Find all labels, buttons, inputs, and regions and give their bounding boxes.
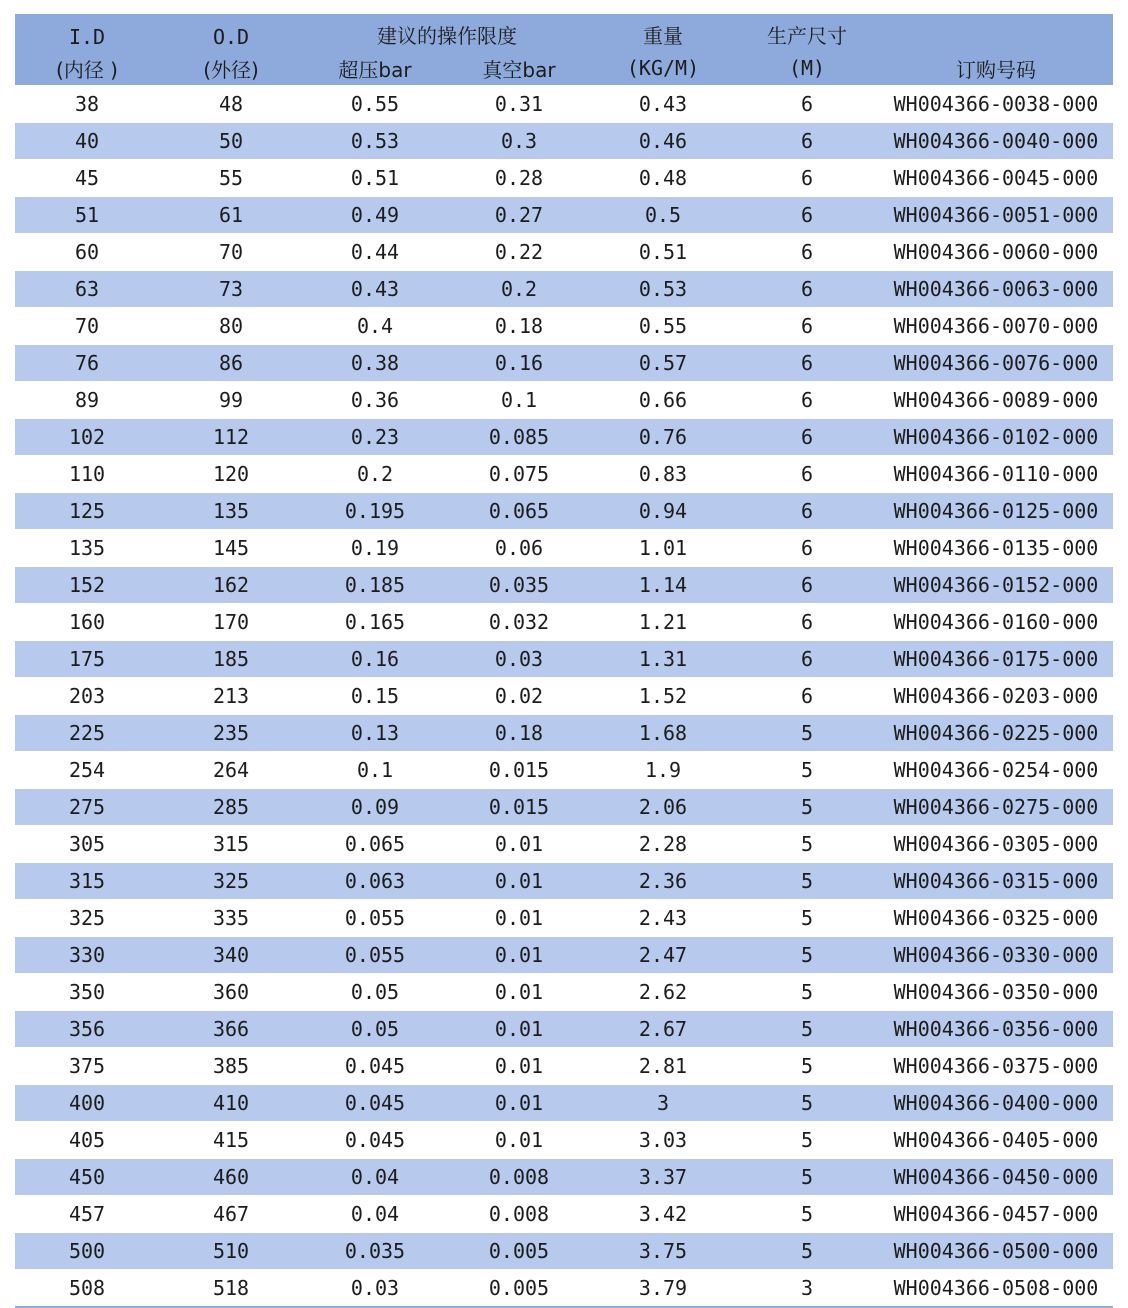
cell-pressure: 0.19 — [303, 530, 447, 567]
cell-vacuum: 0.008 — [447, 1196, 591, 1233]
header-length-unit: (M) — [735, 51, 879, 86]
cell-id: 89 — [15, 382, 159, 419]
cell-length: 6 — [735, 567, 879, 604]
cell-pressure: 0.195 — [303, 493, 447, 530]
header-length: 生产尺寸 — [735, 14, 879, 51]
cell-weight: 3.03 — [591, 1122, 735, 1159]
cell-od: 145 — [159, 530, 303, 567]
cell-od: 385 — [159, 1048, 303, 1085]
cell-order-number: WH004366-0089-000 — [879, 382, 1113, 419]
cell-vacuum: 0.16 — [447, 345, 591, 382]
cell-vacuum: 0.035 — [447, 567, 591, 604]
cell-vacuum: 0.008 — [447, 1159, 591, 1196]
table-row — [15, 789, 1113, 826]
cell-weight: 0.66 — [591, 382, 735, 419]
cell-od: 460 — [159, 1159, 303, 1196]
cell-vacuum: 0.065 — [447, 493, 591, 530]
table-row — [15, 641, 1113, 678]
cell-od: 213 — [159, 678, 303, 715]
cell-pressure: 0.165 — [303, 604, 447, 641]
cell-id: 51 — [15, 197, 159, 234]
cell-length: 5 — [735, 900, 879, 937]
cell-order-number: WH004366-0500-000 — [879, 1233, 1113, 1270]
table-row — [15, 1122, 1113, 1159]
header-od-sub: (外径) — [159, 51, 303, 86]
cell-weight: 0.83 — [591, 456, 735, 493]
header-weight-unit: (KG/M) — [591, 51, 735, 86]
cell-length: 3 — [735, 1270, 879, 1308]
cell-id: 400 — [15, 1085, 159, 1122]
cell-weight: 3.37 — [591, 1159, 735, 1196]
cell-id: 40 — [15, 123, 159, 160]
cell-length: 5 — [735, 752, 879, 789]
cell-pressure: 0.36 — [303, 382, 447, 419]
cell-order-number: WH004366-0076-000 — [879, 345, 1113, 382]
table-row — [15, 567, 1113, 604]
cell-od: 185 — [159, 641, 303, 678]
header-id: I.D — [15, 14, 159, 51]
header-vacuum: 真空bar — [447, 51, 591, 86]
table-row — [15, 937, 1113, 974]
cell-weight: 1.31 — [591, 641, 735, 678]
cell-pressure: 0.23 — [303, 419, 447, 456]
table-body — [15, 86, 1113, 1308]
cell-vacuum: 0.085 — [447, 419, 591, 456]
cell-order-number: WH004366-0356-000 — [879, 1011, 1113, 1048]
cell-vacuum: 0.27 — [447, 197, 591, 234]
cell-vacuum: 0.03 — [447, 641, 591, 678]
cell-id: 135 — [15, 530, 159, 567]
cell-length: 5 — [735, 715, 879, 752]
cell-length: 6 — [735, 308, 879, 345]
cell-weight: 1.01 — [591, 530, 735, 567]
cell-order-number: WH004366-0175-000 — [879, 641, 1113, 678]
cell-length: 5 — [735, 974, 879, 1011]
cell-od: 48 — [159, 86, 303, 123]
cell-weight: 3 — [591, 1085, 735, 1122]
cell-order-number: WH004366-0315-000 — [879, 863, 1113, 900]
cell-order-number: WH004366-0060-000 — [879, 234, 1113, 271]
cell-length: 6 — [735, 530, 879, 567]
cell-od: 518 — [159, 1270, 303, 1308]
table-row — [15, 1085, 1113, 1122]
cell-vacuum: 0.3 — [447, 123, 591, 160]
table-row — [15, 197, 1113, 234]
cell-vacuum: 0.22 — [447, 234, 591, 271]
cell-od: 55 — [159, 160, 303, 197]
cell-vacuum: 0.31 — [447, 86, 591, 123]
cell-pressure: 0.13 — [303, 715, 447, 752]
cell-pressure: 0.38 — [303, 345, 447, 382]
cell-weight: 0.53 — [591, 271, 735, 308]
cell-order-number: WH004366-0305-000 — [879, 826, 1113, 863]
cell-order-number: WH004366-0375-000 — [879, 1048, 1113, 1085]
cell-od: 340 — [159, 937, 303, 974]
cell-id: 305 — [15, 826, 159, 863]
cell-vacuum: 0.01 — [447, 1048, 591, 1085]
cell-order-number: WH004366-0152-000 — [879, 567, 1113, 604]
table-row — [15, 530, 1113, 567]
table-row — [15, 1048, 1113, 1085]
cell-vacuum: 0.28 — [447, 160, 591, 197]
cell-vacuum: 0.015 — [447, 789, 591, 826]
table-row — [15, 974, 1113, 1011]
cell-pressure: 0.55 — [303, 86, 447, 123]
cell-weight: 1.52 — [591, 678, 735, 715]
header-order-number: 订购号码 — [879, 14, 1113, 86]
cell-order-number: WH004366-0203-000 — [879, 678, 1113, 715]
cell-pressure: 0.03 — [303, 1270, 447, 1308]
cell-length: 5 — [735, 1085, 879, 1122]
cell-od: 61 — [159, 197, 303, 234]
cell-pressure: 0.045 — [303, 1048, 447, 1085]
cell-order-number: WH004366-0102-000 — [879, 419, 1113, 456]
cell-od: 99 — [159, 382, 303, 419]
cell-od: 264 — [159, 752, 303, 789]
cell-pressure: 0.49 — [303, 197, 447, 234]
cell-vacuum: 0.015 — [447, 752, 591, 789]
cell-length: 5 — [735, 1233, 879, 1270]
table-row — [15, 900, 1113, 937]
cell-order-number: WH004366-0135-000 — [879, 530, 1113, 567]
cell-length: 6 — [735, 123, 879, 160]
cell-length: 5 — [735, 863, 879, 900]
cell-id: 175 — [15, 641, 159, 678]
cell-weight: 2.43 — [591, 900, 735, 937]
cell-length: 6 — [735, 493, 879, 530]
cell-order-number: WH004366-0125-000 — [879, 493, 1113, 530]
cell-od: 86 — [159, 345, 303, 382]
table-row — [15, 160, 1113, 197]
table-row — [15, 752, 1113, 789]
cell-pressure: 0.43 — [303, 271, 447, 308]
cell-od: 135 — [159, 493, 303, 530]
spec-table-container — [15, 14, 1113, 1308]
cell-length: 6 — [735, 382, 879, 419]
table-row — [15, 1270, 1113, 1308]
cell-id: 70 — [15, 308, 159, 345]
cell-od: 335 — [159, 900, 303, 937]
cell-pressure: 0.44 — [303, 234, 447, 271]
cell-pressure: 0.055 — [303, 937, 447, 974]
cell-vacuum: 0.2 — [447, 271, 591, 308]
cell-length: 6 — [735, 234, 879, 271]
cell-order-number: WH004366-0225-000 — [879, 715, 1113, 752]
cell-pressure: 0.045 — [303, 1122, 447, 1159]
cell-vacuum: 0.075 — [447, 456, 591, 493]
cell-pressure: 0.2 — [303, 456, 447, 493]
cell-od: 325 — [159, 863, 303, 900]
cell-od: 285 — [159, 789, 303, 826]
header-operating-limit: 建议的操作限度 — [303, 14, 591, 51]
cell-pressure: 0.065 — [303, 826, 447, 863]
table-row — [15, 1233, 1113, 1270]
table-row — [15, 382, 1113, 419]
cell-od: 80 — [159, 308, 303, 345]
cell-vacuum: 0.18 — [447, 308, 591, 345]
header-od: O.D — [159, 14, 303, 51]
cell-weight: 2.36 — [591, 863, 735, 900]
cell-vacuum: 0.06 — [447, 530, 591, 567]
cell-weight: 0.94 — [591, 493, 735, 530]
cell-od: 315 — [159, 826, 303, 863]
table-row — [15, 234, 1113, 271]
cell-order-number: WH004366-0405-000 — [879, 1122, 1113, 1159]
cell-od: 410 — [159, 1085, 303, 1122]
cell-order-number: WH004366-0254-000 — [879, 752, 1113, 789]
cell-order-number: WH004366-0160-000 — [879, 604, 1113, 641]
cell-weight: 0.5 — [591, 197, 735, 234]
cell-vacuum: 0.01 — [447, 1085, 591, 1122]
cell-weight: 0.55 — [591, 308, 735, 345]
cell-order-number: WH004366-0508-000 — [879, 1270, 1113, 1308]
cell-id: 102 — [15, 419, 159, 456]
cell-weight: 2.81 — [591, 1048, 735, 1085]
cell-order-number: WH004366-0063-000 — [879, 271, 1113, 308]
cell-id: 375 — [15, 1048, 159, 1085]
cell-od: 235 — [159, 715, 303, 752]
cell-vacuum: 0.01 — [447, 900, 591, 937]
cell-weight: 2.47 — [591, 937, 735, 974]
cell-od: 50 — [159, 123, 303, 160]
table-row — [15, 345, 1113, 382]
cell-pressure: 0.53 — [303, 123, 447, 160]
table-row — [15, 863, 1113, 900]
cell-od: 360 — [159, 974, 303, 1011]
cell-id: 110 — [15, 456, 159, 493]
cell-id: 225 — [15, 715, 159, 752]
cell-od: 415 — [159, 1122, 303, 1159]
table-row — [15, 604, 1113, 641]
cell-vacuum: 0.01 — [447, 974, 591, 1011]
cell-od: 467 — [159, 1196, 303, 1233]
cell-id: 152 — [15, 567, 159, 604]
cell-weight: 2.06 — [591, 789, 735, 826]
table-row — [15, 715, 1113, 752]
cell-id: 125 — [15, 493, 159, 530]
cell-length: 6 — [735, 678, 879, 715]
cell-pressure: 0.063 — [303, 863, 447, 900]
cell-pressure: 0.055 — [303, 900, 447, 937]
cell-order-number: WH004366-0450-000 — [879, 1159, 1113, 1196]
cell-od: 366 — [159, 1011, 303, 1048]
cell-vacuum: 0.01 — [447, 1011, 591, 1048]
cell-length: 5 — [735, 1159, 879, 1196]
cell-length: 6 — [735, 86, 879, 123]
table-row — [15, 419, 1113, 456]
cell-order-number: WH004366-0457-000 — [879, 1196, 1113, 1233]
table-row — [15, 1196, 1113, 1233]
cell-vacuum: 0.01 — [447, 826, 591, 863]
cell-length: 6 — [735, 456, 879, 493]
cell-length: 5 — [735, 1011, 879, 1048]
cell-weight: 0.43 — [591, 86, 735, 123]
header-id-sub: (内径 ) — [15, 51, 159, 86]
cell-length: 6 — [735, 197, 879, 234]
cell-order-number: WH004366-0045-000 — [879, 160, 1113, 197]
cell-id: 203 — [15, 678, 159, 715]
cell-id: 254 — [15, 752, 159, 789]
cell-weight: 2.62 — [591, 974, 735, 1011]
cell-order-number: WH004366-0110-000 — [879, 456, 1113, 493]
cell-length: 6 — [735, 345, 879, 382]
table-header — [15, 14, 1113, 86]
table-row — [15, 678, 1113, 715]
cell-order-number: WH004366-0040-000 — [879, 123, 1113, 160]
cell-pressure: 0.05 — [303, 974, 447, 1011]
cell-order-number: WH004366-0350-000 — [879, 974, 1113, 1011]
cell-order-number: WH004366-0275-000 — [879, 789, 1113, 826]
cell-weight: 0.48 — [591, 160, 735, 197]
cell-od: 162 — [159, 567, 303, 604]
cell-weight: 0.76 — [591, 419, 735, 456]
cell-id: 63 — [15, 271, 159, 308]
cell-id: 38 — [15, 86, 159, 123]
table-row — [15, 493, 1113, 530]
cell-weight: 1.68 — [591, 715, 735, 752]
cell-pressure: 0.16 — [303, 641, 447, 678]
cell-length: 5 — [735, 826, 879, 863]
cell-od: 510 — [159, 1233, 303, 1270]
cell-pressure: 0.185 — [303, 567, 447, 604]
cell-length: 5 — [735, 937, 879, 974]
cell-length: 6 — [735, 160, 879, 197]
cell-order-number: WH004366-0070-000 — [879, 308, 1113, 345]
cell-order-number: WH004366-0400-000 — [879, 1085, 1113, 1122]
table-row — [15, 308, 1113, 345]
cell-weight: 2.67 — [591, 1011, 735, 1048]
cell-length: 6 — [735, 271, 879, 308]
cell-id: 356 — [15, 1011, 159, 1048]
cell-id: 350 — [15, 974, 159, 1011]
cell-order-number: WH004366-0330-000 — [879, 937, 1113, 974]
hose-spec-table — [15, 14, 1113, 1308]
cell-length: 5 — [735, 789, 879, 826]
cell-weight: 3.79 — [591, 1270, 735, 1308]
cell-id: 76 — [15, 345, 159, 382]
cell-pressure: 0.4 — [303, 308, 447, 345]
cell-vacuum: 0.1 — [447, 382, 591, 419]
cell-id: 325 — [15, 900, 159, 937]
cell-weight: 0.46 — [591, 123, 735, 160]
header-pressure: 超压bar — [303, 51, 447, 86]
cell-pressure: 0.035 — [303, 1233, 447, 1270]
cell-pressure: 0.1 — [303, 752, 447, 789]
cell-weight: 1.14 — [591, 567, 735, 604]
cell-id: 457 — [15, 1196, 159, 1233]
cell-vacuum: 0.032 — [447, 604, 591, 641]
cell-pressure: 0.04 — [303, 1159, 447, 1196]
cell-pressure: 0.51 — [303, 160, 447, 197]
cell-length: 5 — [735, 1122, 879, 1159]
cell-weight: 0.57 — [591, 345, 735, 382]
cell-length: 5 — [735, 1196, 879, 1233]
cell-id: 275 — [15, 789, 159, 826]
cell-weight: 1.9 — [591, 752, 735, 789]
cell-id: 450 — [15, 1159, 159, 1196]
cell-id: 160 — [15, 604, 159, 641]
cell-vacuum: 0.005 — [447, 1270, 591, 1308]
cell-weight: 1.21 — [591, 604, 735, 641]
cell-pressure: 0.045 — [303, 1085, 447, 1122]
cell-pressure: 0.09 — [303, 789, 447, 826]
cell-order-number: WH004366-0051-000 — [879, 197, 1113, 234]
cell-length: 6 — [735, 419, 879, 456]
cell-od: 112 — [159, 419, 303, 456]
table-row — [15, 86, 1113, 123]
cell-id: 330 — [15, 937, 159, 974]
table-row — [15, 271, 1113, 308]
cell-vacuum: 0.01 — [447, 863, 591, 900]
cell-id: 315 — [15, 863, 159, 900]
cell-pressure: 0.04 — [303, 1196, 447, 1233]
cell-vacuum: 0.01 — [447, 937, 591, 974]
cell-id: 508 — [15, 1270, 159, 1308]
cell-vacuum: 0.005 — [447, 1233, 591, 1270]
cell-id: 60 — [15, 234, 159, 271]
cell-pressure: 0.15 — [303, 678, 447, 715]
cell-vacuum: 0.01 — [447, 1122, 591, 1159]
cell-id: 500 — [15, 1233, 159, 1270]
cell-order-number: WH004366-0325-000 — [879, 900, 1113, 937]
table-row — [15, 123, 1113, 160]
cell-vacuum: 0.18 — [447, 715, 591, 752]
cell-length: 6 — [735, 604, 879, 641]
cell-order-number: WH004366-0038-000 — [879, 86, 1113, 123]
cell-vacuum: 0.02 — [447, 678, 591, 715]
cell-id: 405 — [15, 1122, 159, 1159]
cell-weight: 2.28 — [591, 826, 735, 863]
cell-pressure: 0.05 — [303, 1011, 447, 1048]
table-row — [15, 1159, 1113, 1196]
cell-weight: 0.51 — [591, 234, 735, 271]
table-row — [15, 1011, 1113, 1048]
header-weight: 重量 — [591, 14, 735, 51]
cell-weight: 3.42 — [591, 1196, 735, 1233]
cell-id: 45 — [15, 160, 159, 197]
cell-length: 6 — [735, 641, 879, 678]
cell-length: 5 — [735, 1048, 879, 1085]
cell-od: 170 — [159, 604, 303, 641]
cell-weight: 3.75 — [591, 1233, 735, 1270]
cell-od: 73 — [159, 271, 303, 308]
cell-od: 70 — [159, 234, 303, 271]
table-row — [15, 826, 1113, 863]
table-row — [15, 456, 1113, 493]
cell-od: 120 — [159, 456, 303, 493]
